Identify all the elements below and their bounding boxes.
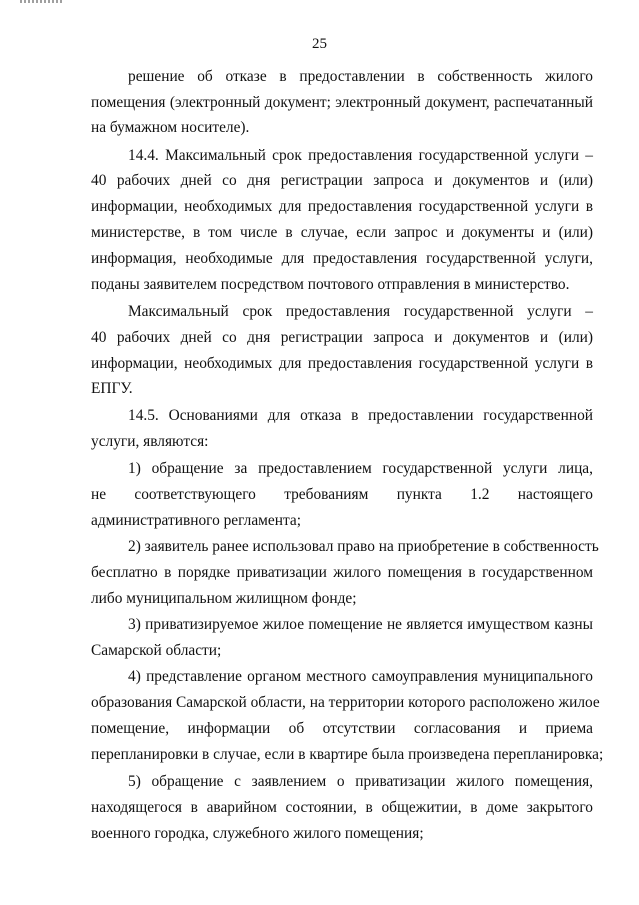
text-line: перепланировки в случае, если в квартире была произведена перепланировка; [91,746,604,763]
text-line: информации, необходимых для предоставления государственной услуги в [91,198,593,215]
text-line: Максимальный срок предоставления государственной услуги – [128,303,593,320]
text-line: решение об отказе в предоставлении в собственность жилого [128,68,593,85]
text-line: военного городка, служебного жилого помещения; [91,825,424,842]
text-line: информация, необходимые для предоставления государственной услуги, [91,250,593,267]
text-line: помещение, информации об отсутствии согласования и приема [91,720,593,737]
text-line: 5) обращение с заявлением о приватизации жилого помещения, [128,773,593,790]
text-line: образования Самарской области, на территории которого расположено жилое [91,694,600,711]
text-line: министерстве, в том числе в случае, если запрос и документы и (или) [91,224,593,241]
text-line: 40 рабочих дней со дня регистрации запроса и документов и (или) [91,329,593,346]
text-line: информации, необходимых для предоставления государственной услуги в [91,355,593,372]
text-line: 4) представление органом местного самоуправления муниципального [128,668,593,685]
text-line: услуги, являются: [91,433,209,450]
text-line: бесплатно в порядке приватизации жилого помещения в государственном [91,564,593,581]
text-line: ЕПГУ. [91,380,133,397]
scan-artifact-mark [20,0,64,3]
text-line: 14.5. Основаниями для отказа в предоставлении государственной [128,407,593,424]
text-line: на бумажном носителе). [91,119,250,136]
text-line: 40 рабочих дней со дня регистрации запроса и документов и (или) [91,172,593,189]
text-line: либо муниципальном жилищном фонде; [91,590,357,607]
text-line: помещения (электронный документ; электронный документ, распечатанный [91,94,593,111]
text-line: административного регламента; [91,512,302,529]
text-line: поданы заявителем посредством почтового отправления в министерство. [91,276,570,293]
page-number: 25 [312,36,327,52]
text-line: не соответствующего требованиям пункта 1.2 настоящего [91,486,593,503]
text-line: 14.4. Максимальный срок предоставления государственной услуги – [128,147,593,164]
text-line: 3) приватизируемое жилое помещение не является имуществом казны [128,616,593,633]
text-line: 2) заявитель ранее использовал право на приобретение в собственность [128,538,599,555]
text-line: Самарской области; [91,642,222,659]
text-line: находящегося в аварийном состоянии, в общежитии, в доме закрытого [91,799,593,816]
text-line: 1) обращение за предоставлением государственной услуги лица, [128,460,593,477]
